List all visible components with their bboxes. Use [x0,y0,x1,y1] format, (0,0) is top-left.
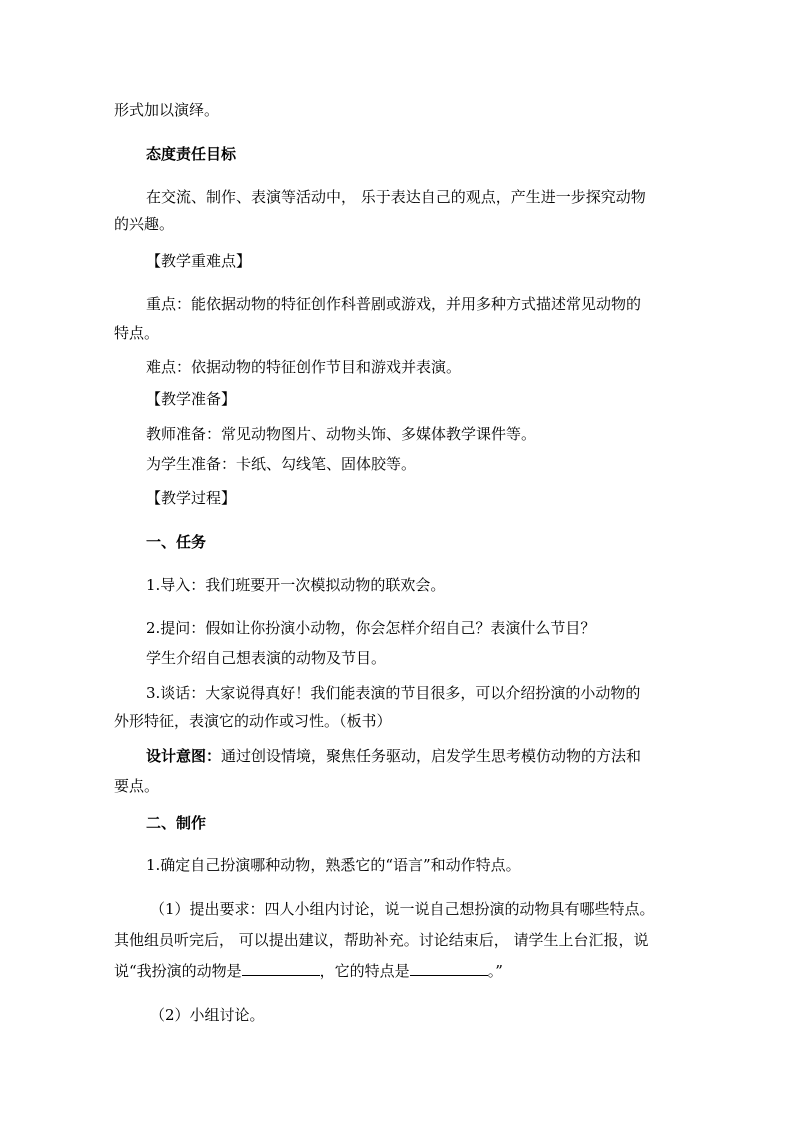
paragraph-line: 难点：依据动物的特征创作节目和游戏并表演。 [146,358,462,376]
fill-blank-middle: ，它的特点是 [319,962,410,980]
paragraph-line: 特点。 [114,324,160,342]
section-heading-process: 【教学过程】 [146,489,237,507]
paragraph-line: 教师准备：常见动物图片、动物头饰、多媒体教学课件等。 [146,425,537,443]
design-intent-text: 通过创设情境，聚焦任务驱动，启发学生思考模仿动物的方法和 [221,747,642,765]
fill-blank-prefix: 说“我扮演的动物是 [114,962,242,980]
fill-blank-suffix: 。” [487,962,503,980]
paragraph-line: （2）小组讨论。 [150,1006,265,1024]
paragraph-line [114,960,503,982]
paragraph-line: 1.导入：我们班要开一次模拟动物的联欢会。 [146,576,446,594]
design-intent-label: 设计意图： [146,747,222,765]
paragraph-line: 2.提问：假如让你扮演小动物，你会怎样介绍自己？表演什么节目？ [146,619,596,637]
section-heading-keypoints: 【教学重难点】 [146,252,252,270]
paragraph-line: 的兴趣。 [114,215,175,233]
section-heading-prep: 【教学准备】 [146,390,237,408]
paragraph-line [146,745,641,767]
paragraph-line: 学生介绍自己想表演的动物及节目。 [146,649,387,667]
paragraph-line: （1）提出要求：四人小组内讨论，说一说自己想扮演的动物具有哪些特点。 [150,900,655,918]
fill-blank-line [242,961,320,976]
section-heading-attitude: 态度责任目标 [146,145,237,163]
section-heading-task: 一、任务 [146,533,207,551]
paragraph-line: 要点。 [114,777,160,795]
paragraph-line: 在交流、制作、表演等活动中， 乐于表达自己的观点，产生进一步探究动物 [146,188,646,206]
section-heading-make: 二、制作 [146,814,207,832]
paragraph-line: 1.确定自己扮演哪种动物，熟悉它的“语言”和动作特点。 [146,856,521,874]
paragraph-line: 重点：能依据动物的特征创作科普剧或游戏，并用多种方式描述常见动物的 [146,295,642,313]
paragraph-line: 其他组员听完后， 可以提出建议，帮助补充。讨论结束后， 请学生上台汇报，说 [114,931,649,949]
paragraph-line: 形式加以演绎。 [114,101,220,119]
fill-blank-line [410,961,488,976]
paragraph-line: 3.谈话：大家说得真好！我们能表演的节目很多，可以介绍扮演的小动物的 [146,684,641,702]
paragraph-line: 为学生准备：卡纸、勾线笔、固体胶等。 [146,455,417,473]
paragraph-line: 外形特征，表演它的动作或习性。（板书） [114,712,392,730]
